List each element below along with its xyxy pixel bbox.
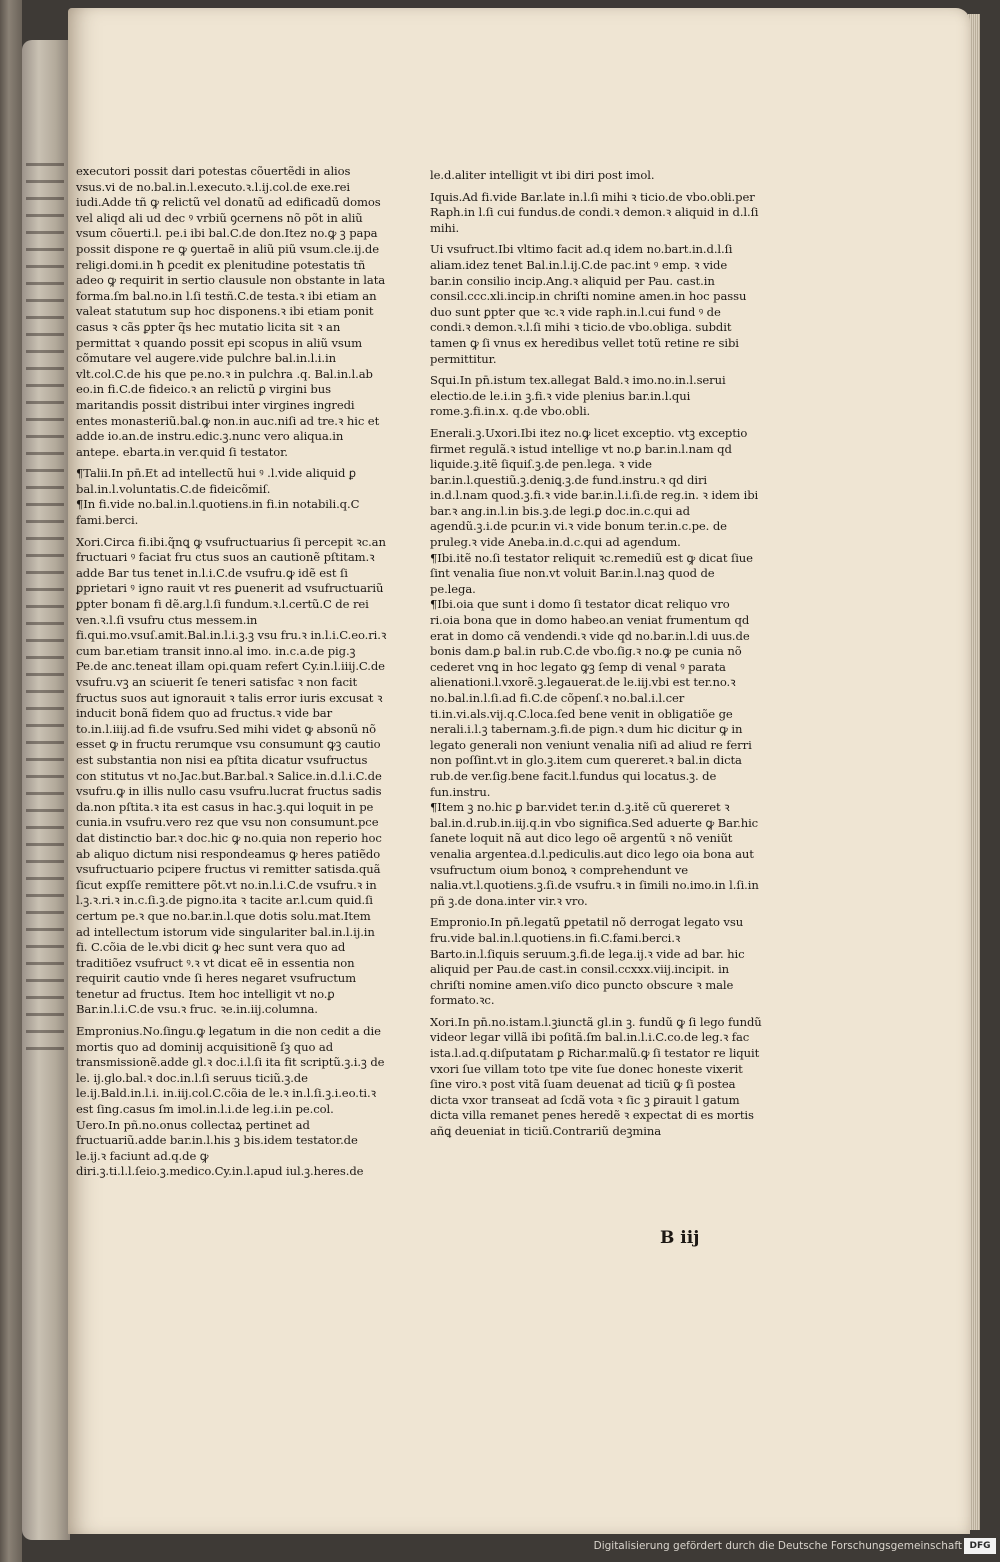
right-paragraph: Squi.In pn̄.istum tex.allegat Bald.ꝛ imo.no.in.l.serui electio.de le.i.in ꝫ.fi.ꝛ vide plenius bar.in.l.qui rome.ꝫ.fi.in.x. q.de vbo.obli. bbox=[430, 373, 726, 419]
right-paragraph: Enerali.ꝫ.Uxori.Ibi itez no.ꝙ licet exceptio. vtꝫ exceptio firmet regulã.ꝛ istud intellige vt no.ꝑ bar.in.l.nam qd liquide.ꝫ.itẽ ſiquiſ.ꝫ.de pen.lega. ꝛ vide bar.in.l.questiũ.ꝫ.deniꝗ.ꝫ.de fund.instru.ꝛ qd diri in.d.l.nam quod.ꝫ.fi.ꝛ vide bar.in.l.i.ſi.de reg.in. ꝛ idem ibi bar.ꝛ ang.in.l.in bis.ꝫ.de legi.ꝑ doc.in.c.qui ad agendũ.ꝫ.i.de pcur.in vi.ꝛ vide bonum ter.in.c.pe. de pruleg.ꝛ vide Aneba.in.d.c.qui ad agendum. bbox=[430, 425, 759, 550]
left-paragraph: Xori.Circa fi.ibi.q̃nꝗ ꝙ vsufructuarius ſi percepit ꝛc.an fructuari ꝰ faciat fru ctus suos an cautionẽ pſtitam.ꝛ adde Bar tus tenet in.l.i.C.de vsufru.ꝙ idẽ est ſi ꝑprietari ꝰ igno rauit vt res ꝑuenerit ad vsufructuariũ ꝑpter bonam fi dẽ.arg.l.ſi fundum.ꝛ.l.certũ.C de rei ven.ꝛ.l.ſi vsufru ctus messem.in fi.qui.mo.vsuſ.amit.Bal.in.l.i.ꝫ.ꝫ vsu fru.ꝛ in.l.i.C.eo.ri.ꝛ cum bar.etiam transit inno.al imo. in.c.a.de pig.ꝫ Pe.de anc.teneat illam opi.quam refert Cy.in.l.iiij.C.de vsufru.vꝫ an sciuerit ſe teneri satisfac ꝛ non facit fructus suos aut ignorauit ꝛ talis error iuris excusat ꝛ inducit bonã fidem quo ad fructus.ꝛ vide bar to.in.l.iiij.ad fi.de vsufru.Sed mihi videt ꝙ absonũ nõ esset ꝙ in fructu rerumque vsu consumunt ꝙꝫ cautio est substantia non nisi ea pſtita dicatur vsufructus con stitutus vt no.Jac.but.Bar.bal.ꝛ Salice.in.d.l.i.C.de vsufru.ꝙ in illis nullo casu vsufru.lucrat fructus sadis da.non pſtita.ꝛ ita est casus in hac.ꝫ.qui loquit in pe cunia.in vsufru.vero rez que vsu non consumunt.pce dat distinctio bar.ꝛ doc.hic ꝙ no.quia non reperio hoc ab aliquo dictum nisi respondeamus ꝙ heres patiẽdo vsufructuario pcipere fructus vi remitter satisda.quã ſicut expſſe remittere põt.vt no.in.l.i.C.de vsufru.ꝛ in l.ꝫ.ꝛ.ri.ꝛ in.c.ſi.ꝫ.de pigno.ita ꝛ tacite ar.l.cum quid.ſi certum pe.ꝛ que no.bar.in.l.que dotis solu.mat.Item ad intellectum istorum vide singulariter bal.in.l.ij.in fi. C.cõia de le.vbi dicit ꝙ hec sunt vera quo ad traditiõez vsufruct ꝰ.ꝛ vt dicat eẽ in essentia non requirit cautio vnde ſi heres negaret vsufructum tenetur ad fructus. Item hoc intelligit vt no.ꝑ Bar.in.l.i.C.de vsu.ꝛ fruc. ꝛe.in.iij.columna. bbox=[76, 534, 387, 1017]
right-paragraph: Empronio.In pn̄.legatũ ꝑpetatil nõ derrogat legato vsu fru.vide bal.in.l.quotiens.in fi.C.fami.berci.ꝛ Barto.in.l.ſiquis seruum.ꝫ.fi.de lega.ij.ꝛ vide ad bar. hic aliquid per Pau.de cast.in consil.ccxxx.viij.incipit. in chriſti nomine amen.viſo dico puncto obscure ꝛ male formato.ꝛc. bbox=[430, 915, 745, 1008]
right-paragraph: ¶Ibi.oia que sunt i domo ſi testator dicat reliquo vro ri.oia bona que in domo habeo.an veniat frumentum qd erat in domo cã vendendi.ꝛ vide qd no.bar.in.l.di uus.de bonis dam.ꝑ bal.in rub.C.de vbo.ſig.ꝛ no.ꝙ pe cunia nõ cederet vnꝗ in hoc legato ꝙꝫ ſemp di venal ꝰ parata alienationi.l.vxorẽ.ꝫ.legauerat.de le.iij.vbi est ter.no.ꝛ no.bal.in.l.ſi.ad fi.C.de cõpenſ.ꝛ no.bal.i.l.cer ti.in.vi.als.vij.q.C.loca.ſed bene venit in obligatiõe ge nerali.i.l.ꝫ tabernam.ꝫ.fi.de pign.ꝛ dum hic dicitur ꝙ in legato generali non veniunt venalia niſi ad aliud re ferri non poſſint.vt in glo.ꝫ.item cum quereret.ꝛ bal.in dicta rub.de ver.ſig.bene facit.l.fundus qui locatus.ꝫ. de fun.instru. bbox=[430, 597, 752, 799]
left-paragraph: ¶In fi.vide no.bal.in.l.quotiens.in fi.in notabili.q.C fami.berci. bbox=[76, 497, 360, 528]
book-cover-edge bbox=[0, 0, 22, 1562]
right-paragraph: ¶Ibi.itẽ no.ſi testator reliquit ꝛc.remediũ est ꝙ dicat ſiue ſint venalia ſiue non.vt voluit Bar.in.l.naꝫ quod de pe.lega. bbox=[430, 550, 753, 596]
signature-mark: B iij bbox=[660, 1228, 700, 1248]
right-paragraph: le.d.aliter intelligit vt ibi diri post imol. bbox=[430, 168, 655, 182]
funding-notice: Digitalisierung gefördert durch die Deutsche Forschungsgemeinschaft bbox=[593, 1540, 962, 1552]
right-text-column bbox=[430, 168, 762, 1140]
right-paragraph: Ui vsufruct.Ibi vltimo facit ad.q idem no.bart.in.d.l.ſi aliam.idez tenet Bal.in.l.ij.C.de pac.int ꝰ emp. ꝛ vide bar.in consilio incip.Ang.ꝛ aliquid per Pau. cast.in consil.ccc.xli.incip.in chriſti nomine amen.in hoc passu duo sunt ꝑpter que ꝛc.ꝛ vide raph.in.l.cui fund ꝰ de condi.ꝛ demon.ꝛ.l.ſi mihi ꝛ ticio.de vbo.obliga. subdit tamen ꝙ ſi vnus ex heredibus vellet totũ retine re sibi permittitur. bbox=[430, 242, 747, 366]
right-paragraph: ¶Item ꝫ no.hic ꝑ bar.videt ter.in d.ꝫ.itẽ cũ quereret ꝛ bal.in.d.rub.in.iij.q.in vbo significa.Sed aduerte ꝙ Bar.hic ſanete loquit nã aut dico lego oẽ argentũ ꝛ nõ veniũt venalia argentea.d.l.pediculis.aut dico lego oia bona aut vsufructum oium bonoꝝ ꝛ comprehendunt ve nalia.vt.l.quotiens.ꝫ.ſi.de vsufru.ꝛ in ſimili no.imo.in l.ſi.in pñ ꝫ.de dona.inter vir.ꝛ vro. bbox=[430, 800, 759, 908]
facing-page-text-fragment bbox=[26, 150, 64, 1050]
right-paragraph: Xori.In pn̄.no.istam.l.ꝫiunctã gl.in ꝫ. fundũ ꝙ ſi lego fundũ videor legar villã ibi poſitã.ſm bal.in.l.i.C.co.de leg.ꝛ fac ista.l.ad.q.diſputatam ꝑ Richar.malũ.ꝙ ſi testator re liquit vxori ſue villam toto tpe vite ſue donec honeste vixerit ſine viro.ꝛ post vitã ſuam deuenat ad ticiũ ꝙ ſi postea dicta vxor transeat ad ſcdã vota ꝛ ſic ꝫ ꝑirauit l gatum dicta villa remanet penes heredẽ ꝛ expectat di es mortis añꝗ deueniat in ticiũ.Contrariũ deꝫmina bbox=[430, 1014, 762, 1139]
left-paragraph: Empronius.No.ſingu.ꝙ legatum in die non cedit a die mortis quo ad dominij acquisitionẽ ſꝫ quo ad transmissionẽ.adde gl.ꝛ doc.i.l.ſi ita fit scriptũ.ꝫ.i.ꝫ de le. ij.glo.bal.ꝛ doc.in.l.ſi seruus ticiũ.ꝫ.de le.ij.Bald.in.l.i. in.iij.col.C.cõia de le.ꝛ in.l.ſi.ꝫ.i.eo.ti.ꝛ est ſing.casus ſm imol.in.l.i.de leg.i.in pe.col. bbox=[76, 1024, 385, 1117]
left-paragraph: Uero.In pñ.no.onus collectaꝝ pertinet ad fructuariũ.adde bar.in.l.his ꝫ bis.idem testator.de le.ij.ꝛ faciunt ad.q.de ꝙ diri.ꝫ.ti.l.l.ſeio.ꝫ.medico.Cy.in.l.apud iul.ꝫ.heres.de bbox=[76, 1117, 364, 1179]
left-paragraph: ¶Talii.In pn̄.Et ad intellectũ hui ꝰ .l.vide aliquid ꝑ bal.in.l.voluntatis.C.de fideicõmiſ. bbox=[76, 466, 356, 496]
left-paragraph: executori possit dari potestas cõuertẽdi in alios vsus.vi de no.bal.in.l.executo.ꝛ.l.ij.col.de exe.rei iudi.Adde tñ ꝙ relictũ vel donatũ ad edificadũ domos vel aliqd ali ud dec ꝰ vrbiũ ꝯcernens nõ põt in aliũ vsum cõuerti.l. pe.i ibi bal.C.de don.Itez no.ꝙ ꝫ papa possit dispone re ꝙ ꝯuertaẽ in aliũ piũ vsum.cle.ij.de religi.domi.in ħ ꝑcedit ex plenitudine potestatis tñ adeo ꝙ requirit in sertio clausule non obstante in lata forma.ſm bal.no.in l.ſi testñ.C.de testa.ꝛ ibi etiam an valeat statutum sup hoc disponens.ꝛ ibi etiam ponit casus ꝛ cãs ꝑpter q̃s hec mutatio licita sit ꝛ an permittat ꝛ quando possit epi scopus in aliũ vsum cõmutare vel augere.vide pulchre bal.in.l.i.in vlt.col.C.de his que pe.no.ꝛ in pulchra .q. Bal.in.l.ab eo.in fi.C.de fideico.ꝛ an relictũ ꝑ virgini bus maritandis possit distribui inter virgines ingredi entes monasteriũ.bal.ꝙ non.in auc.niſi ad tre.ꝛ hic et adde io.an.de instru.edic.ꝫ.nunc vero aliqua.in antepe. ebarta.in ver.quid ſi testator. bbox=[76, 164, 386, 459]
right-paragraph: Iquis.Ad fi.vide Bar.late in.l.ſi mihi ꝛ ticio.de vbo.obli.per Raph.in l.ſi cui fundus.de condi.ꝛ demon.ꝛ aliquid in d.l.ſi mihi. bbox=[430, 189, 759, 235]
left-text-column bbox=[76, 164, 388, 1180]
dfg-logo: DFG bbox=[964, 1538, 996, 1554]
